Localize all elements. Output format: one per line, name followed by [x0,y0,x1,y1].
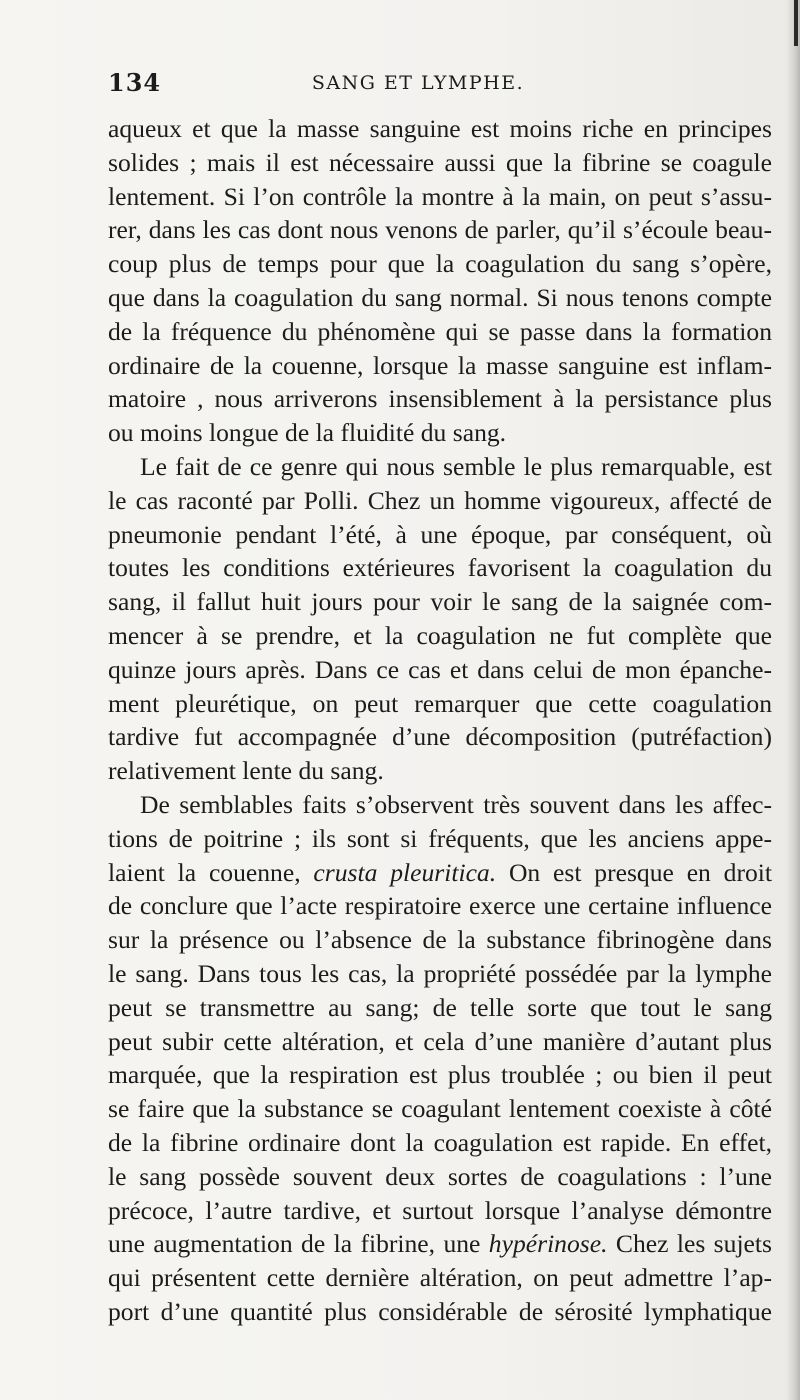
text-line: se faire que la substance se coagulant lentement coexiste à côté [108,1094,772,1124]
running-head [108,68,768,100]
text-line: de la fréquence du phénomène qui se passe dans la formation [108,316,772,346]
text-line: le sang possède souvent deux sortes de coagulations : l’une [108,1161,772,1191]
text-line: sang, il fallut huit jours pour voir le sang de la saignée com- [108,587,772,617]
text-line: sur la présence ou l’absence de la substance fibrinogène dans [108,925,772,955]
text-line: marquée, que la respiration est plus troublée ; ou bien il peut [108,1060,772,1090]
text-line: précoce, l’autre tardive, et surtout lorsque l’analyse démontre [108,1195,772,1225]
text-line: peut se transmettre au sang; de telle sorte que tout le sang [108,992,772,1022]
text-line: coup plus de temps pour que la coagulation du sang s’opère, [108,249,772,279]
text-line: rer, dans les cas dont nous venons de parler, qu’il s’écoule beau- [108,215,772,245]
text-line: toutes les conditions extérieures favorisent la coagulation du [108,553,772,583]
text-line-with-italic: laient la couenne, crusta pleuritica. On est presque en droit [108,857,772,887]
text-line: mencer à se prendre, et la coagulation ne fut complète que [108,620,772,650]
text-line: solides ; mais il est nécessaire aussi que la fibrine se coagule [108,147,772,177]
text-line: ordinaire de la couenne, lorsque la masse sanguine est inflam- [108,350,772,380]
paragraph-start-line: De semblables faits s’observent très souvent dans les affec- [140,789,772,819]
text-line: pneumonie pendant l’été, à une époque, par conséquent, où [108,519,772,549]
text-line: de la fibrine ordinaire dont la coagulation est rapide. En effet, [108,1127,772,1157]
page-number: 134 [108,68,162,97]
text-line: le sang. Dans tous les cas, la propriété possédée par la lymphe [108,958,772,988]
italic-term: crusta pleuritica. [313,857,497,887]
body-text [108,112,772,1329]
text-line: relativement lente du sang. [108,756,384,786]
text-line: port d’une quantité plus considérable de sérosité lymphatique [108,1296,772,1326]
text-line: lentement. Si l’on contrôle la montre à la main, on peut s’assu- [108,181,772,211]
text-line: quinze jours après. Dans ce cas et dans celui de mon épanche- [108,654,772,684]
paragraph-start-line: Le fait de ce genre qui nous semble le plus remarquable, est [140,451,772,481]
text-line: que dans la coagulation du sang normal. Si nous tenons compte [108,282,772,312]
text-line: qui présentent cette dernière altération, on peut admettre l’ap- [108,1263,772,1293]
text-line: peut subir cette altération, et cela d’une manière d’autant plus [108,1026,772,1056]
page-edge-shadow [786,0,800,1400]
text-line: ment pleurétique, on peut remarquer que cette coagulation [108,688,772,718]
text-line-with-italic: une augmentation de la fibrine, une hypérinose. Chez les sujets [108,1229,772,1259]
italic-term: hypérinose. [488,1229,608,1259]
text-line: tions de poitrine ; ils sont si fréquents, que les anciens appe- [108,823,772,853]
text-line: matoire , nous arriverons insensiblement à la persistance plus [108,384,772,414]
text-line: tardive fut accompagnée d’une décomposition (putréfaction) [108,722,772,752]
running-title: SANG ET LYMPHE. [311,72,525,94]
text-line: le cas raconté par Polli. Chez un homme vigoureux, affecté de [108,485,772,515]
text-line: aqueux et que la masse sanguine est moins riche en principes [108,114,772,143]
text-line: ou moins longue de la fluidité du sang. [108,418,507,448]
page-edge-mark [794,0,798,46]
text-line: de conclure que l’acte respiratoire exerce une certaine influence [108,891,772,921]
